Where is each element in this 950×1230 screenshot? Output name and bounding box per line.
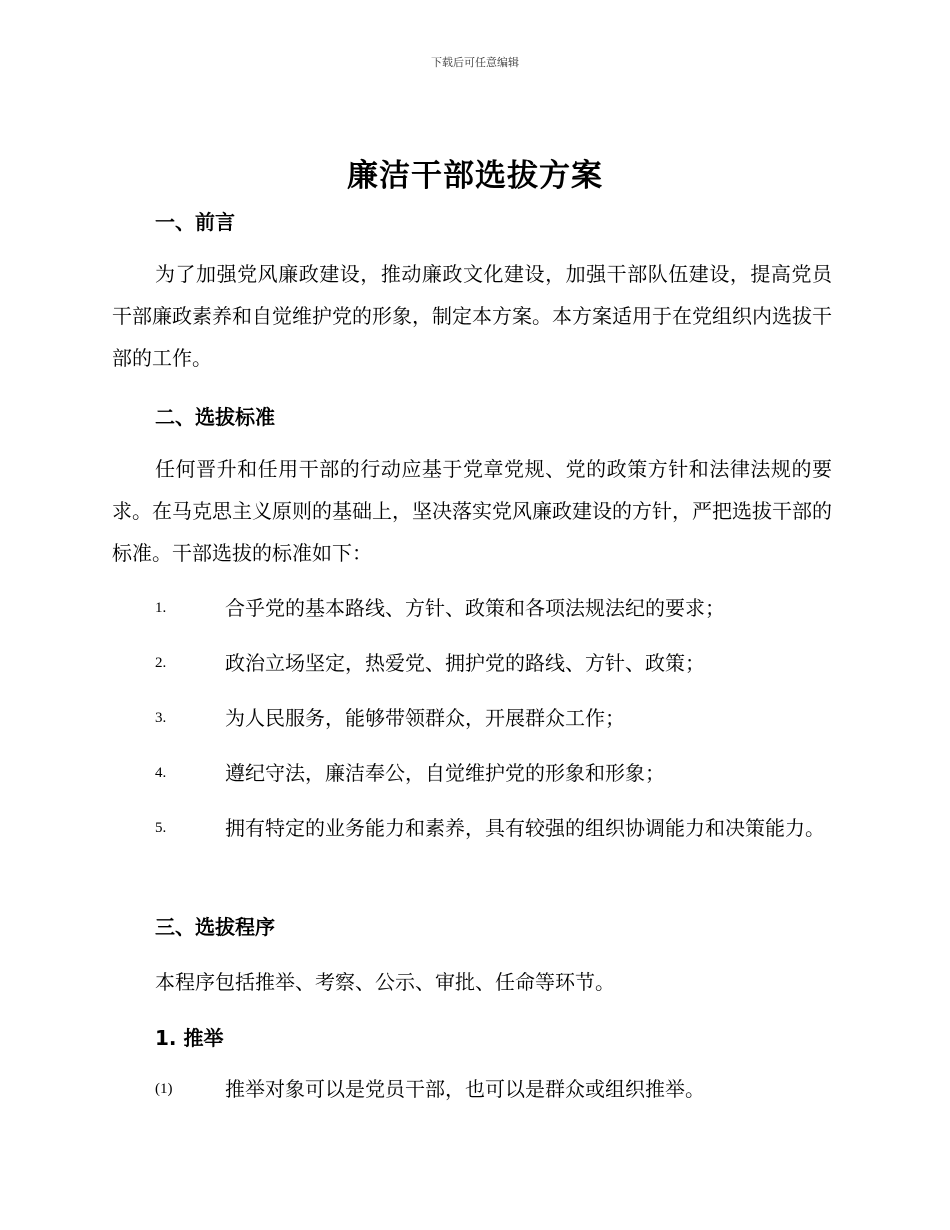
list-item-text: 遵纪守法，廉洁奉公，自觉维护党的形象和形象； <box>225 761 665 785</box>
sub-heading-recommendation: 1. 推举 <box>155 1026 224 1050</box>
procedure-intro: 本程序包括推举、考察、公示、审批、任命等环节。 <box>155 970 615 994</box>
preface-paragraph: 为了加强党风廉政建设，推动廉政文化建设，加强干部队伍建设，提高党员干部廉政素养和自觉维护党的形象，制定本方案。本方案适用于在党组织内选拔干部的工作。 <box>112 262 832 370</box>
section-heading-preface: 一、前言 <box>155 210 235 234</box>
list-item <box>112 752 832 794</box>
list-item-number: 5. <box>155 820 167 836</box>
standards-paragraph: 任何晋升和任用干部的行动应基于党章党规、党的政策方针和法律法规的要求。在马克思主义原则的基础上，坚决落实党风廉政建设的方针，严把选拔干部的标准。干部选拔的标准如下： <box>112 457 832 565</box>
list-item-number: 4. <box>155 765 167 781</box>
list-item <box>112 697 832 739</box>
list-item-number: 2. <box>155 655 167 671</box>
list-item-text: 推举对象可以是党员干部，也可以是群众或组织推举。 <box>225 1077 705 1101</box>
list-item <box>112 642 832 684</box>
document-title: 廉洁干部选拔方案 <box>347 158 603 194</box>
list-item-text: 拥有特定的业务能力和素养，具有较强的组织协调能力和决策能力。 <box>225 816 825 840</box>
list-item <box>112 807 832 849</box>
list-item-text: 为人民服务，能够带领群众，开展群众工作； <box>225 706 625 730</box>
list-item-number: 1. <box>155 600 167 616</box>
header-note: 下载后可任意编辑 <box>431 56 519 69</box>
section-heading-standards: 二、选拔标准 <box>155 405 275 429</box>
list-item-number: 3. <box>155 710 167 726</box>
section-heading-procedure: 三、选拔程序 <box>155 915 275 939</box>
list-item <box>112 587 832 629</box>
list-item <box>112 1068 832 1110</box>
list-item-number: (1) <box>155 1081 173 1097</box>
list-item-text: 合乎党的基本路线、方针、政策和各项法规法纪的要求； <box>225 596 725 620</box>
list-item-text: 政治立场坚定，热爱党、拥护党的路线、方针、政策； <box>225 651 705 675</box>
